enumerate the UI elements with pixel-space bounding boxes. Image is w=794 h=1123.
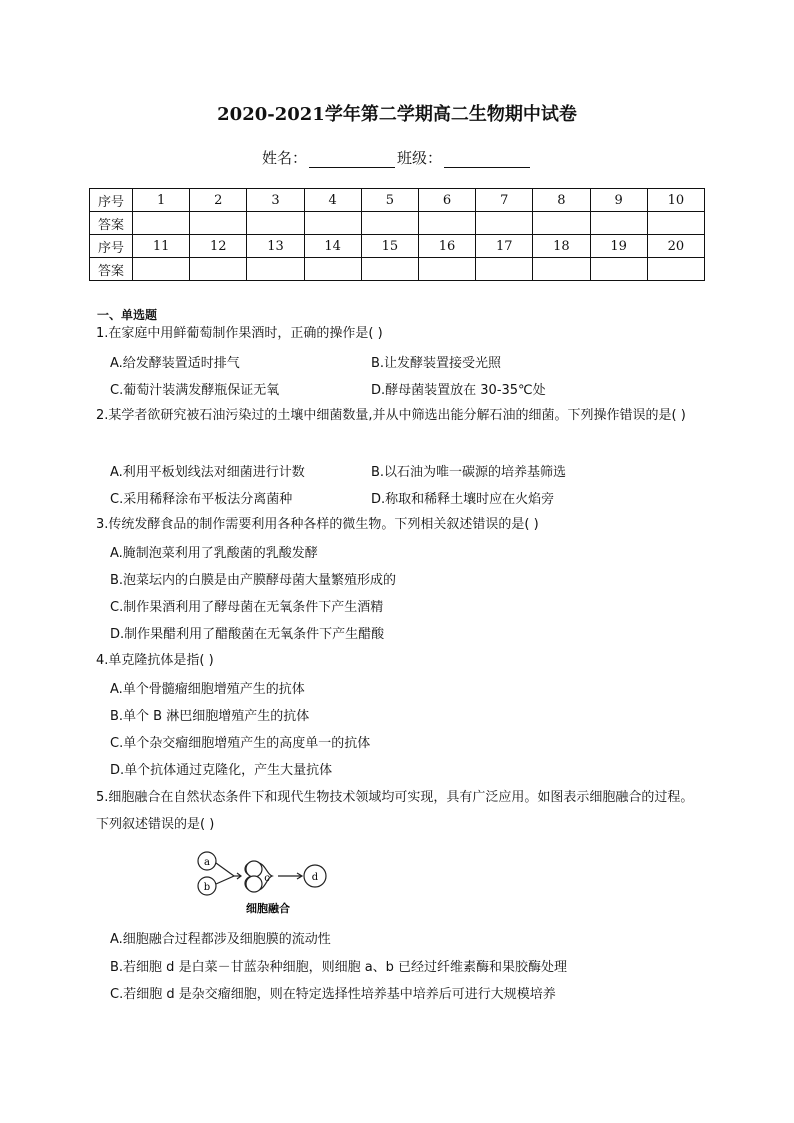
question-2-text: 2.某学者欲研究被石油污染过的土壤中细菌数量,并从中筛选出能分解石油的细菌。下列操作错误的是( ) bbox=[96, 408, 686, 423]
section-heading: 一、单选题 bbox=[97, 308, 158, 322]
answer-cell[interactable] bbox=[133, 212, 190, 235]
answer-cell[interactable] bbox=[190, 258, 247, 281]
answer-cell[interactable] bbox=[533, 258, 590, 281]
question-2-option-b[interactable]: B.以石油为唯一碳源的培养基筛选 bbox=[371, 465, 567, 480]
question-4-option-d[interactable]: D.单个抗体通过克隆化，产生大量抗体 bbox=[110, 763, 333, 778]
name-label: 姓名： bbox=[262, 149, 308, 167]
cell-a-label: a bbox=[204, 857, 210, 868]
cell-b bbox=[198, 877, 216, 895]
question-3-option-d[interactable]: D.制作果醋利用了醋酸菌在无氧条件下产生醋酸 bbox=[110, 627, 385, 642]
question-5-text: 5.细胞融合在自然状态条件下和现代生物技术领域均可实现，具有广泛应用。如图表示细胞融合的过程。下列叙述错误的是( ) bbox=[96, 790, 694, 832]
question-1-option-a[interactable]: A.给发酵装置适时排气 bbox=[110, 356, 240, 371]
question-number-cell: 9 bbox=[590, 189, 647, 212]
question-3-text: 3.传统发酵食品的制作需要利用各种各样的微生物。下列相关叙述错误的是( ) bbox=[96, 517, 539, 532]
answer-cell[interactable] bbox=[533, 212, 590, 235]
question-5-option-b[interactable]: B.若细胞 d 是白菜－甘蓝杂种细胞，则细胞 a、b 已经过纤维素酶和果胶酶处理 bbox=[110, 960, 568, 975]
cell-d bbox=[304, 865, 326, 887]
question-2-option-c[interactable]: C.采用稀释涂布平板法分离菌种 bbox=[110, 492, 293, 507]
question-number-cell: 12 bbox=[190, 235, 247, 258]
question-number-cell: 19 bbox=[590, 235, 647, 258]
answer-cell[interactable] bbox=[418, 258, 475, 281]
question-number-cell: 5 bbox=[361, 189, 418, 212]
answer-cell[interactable] bbox=[304, 212, 361, 235]
cell-b-label: b bbox=[203, 882, 211, 893]
answer-cell[interactable] bbox=[190, 212, 247, 235]
question-5-option-a[interactable]: A.细胞融合过程都涉及细胞膜的流动性 bbox=[110, 932, 331, 947]
row-label-answer: 答案 bbox=[90, 258, 133, 281]
answer-cell[interactable] bbox=[304, 258, 361, 281]
table-row-answers-1 bbox=[90, 212, 705, 235]
question-number-cell: 4 bbox=[304, 189, 361, 212]
question-number-cell: 20 bbox=[647, 235, 704, 258]
name-field[interactable] bbox=[309, 153, 395, 168]
answer-cell[interactable] bbox=[476, 212, 533, 235]
question-number-cell: 2 bbox=[190, 189, 247, 212]
question-1-text: 1.在家庭中用鲜葡萄制作果酒时，正确的操作是( ) bbox=[96, 326, 383, 341]
question-3-option-b[interactable]: B.泡菜坛内的白膜是由产膜酵母菌大量繁殖形成的 bbox=[110, 573, 397, 588]
question-4-option-c[interactable]: C.单个杂交瘤细胞增殖产生的高度单一的抗体 bbox=[110, 736, 371, 751]
answer-cell[interactable] bbox=[647, 212, 704, 235]
question-number-cell: 13 bbox=[247, 235, 304, 258]
class-field[interactable] bbox=[444, 153, 530, 168]
cell-d-label: d bbox=[311, 872, 319, 883]
answer-cell[interactable] bbox=[476, 258, 533, 281]
table-row-numbers-1 bbox=[90, 189, 705, 212]
answer-cell[interactable] bbox=[418, 212, 475, 235]
answer-cell[interactable] bbox=[590, 258, 647, 281]
question-number-cell: 3 bbox=[247, 189, 304, 212]
question-2-option-a[interactable]: A.利用平板划线法对细菌进行计数 bbox=[110, 465, 305, 480]
answer-table bbox=[89, 188, 705, 281]
row-label-answer: 答案 bbox=[90, 212, 133, 235]
diagram-caption: 细胞融合 bbox=[246, 902, 290, 915]
question-5-option-c[interactable]: C.若细胞 d 是杂交瘤细胞，则在特定选择性培养基中培养后可进行大规模培养 bbox=[110, 987, 556, 1002]
question-number-cell: 1 bbox=[133, 189, 190, 212]
question-3-option-c[interactable]: C.制作果酒利用了酵母菌在无氧条件下产生酒精 bbox=[110, 600, 384, 615]
answer-cell[interactable] bbox=[590, 212, 647, 235]
question-4-text: 4.单克隆抗体是指( ) bbox=[96, 653, 214, 668]
question-1-option-c[interactable]: C.葡萄汁装满发酵瓶保证无氧 bbox=[110, 383, 280, 398]
cell-a bbox=[198, 852, 216, 870]
question-number-cell: 8 bbox=[533, 189, 590, 212]
table-row-numbers-2 bbox=[90, 235, 705, 258]
row-label-number: 序号 bbox=[90, 189, 133, 212]
question-number-cell: 15 bbox=[361, 235, 418, 258]
question-number-cell: 14 bbox=[304, 235, 361, 258]
cell-c bbox=[245, 861, 272, 892]
question-number-cell: 6 bbox=[418, 189, 475, 212]
answer-cell[interactable] bbox=[133, 258, 190, 281]
question-3-option-a[interactable]: A.腌制泡菜利用了乳酸菌的乳酸发酵 bbox=[110, 546, 318, 561]
question-4-option-a[interactable]: A.单个骨髓瘤细胞增殖产生的抗体 bbox=[110, 682, 305, 697]
answer-cell[interactable] bbox=[247, 258, 304, 281]
question-number-cell: 11 bbox=[133, 235, 190, 258]
answer-cell[interactable] bbox=[247, 212, 304, 235]
question-2-option-d[interactable]: D.称取和稀释土壤时应在火焰旁 bbox=[371, 492, 555, 507]
question-number-cell: 16 bbox=[418, 235, 475, 258]
cell-c-label: c bbox=[264, 873, 270, 884]
question-1-option-d[interactable]: D.酵母菌装置放在 30-35℃处 bbox=[371, 383, 546, 398]
question-number-cell: 10 bbox=[647, 189, 704, 212]
question-4-option-b[interactable]: B.单个 B 淋巴细胞增殖产生的抗体 bbox=[110, 709, 310, 724]
question-number-cell: 18 bbox=[533, 235, 590, 258]
answer-cell[interactable] bbox=[361, 212, 418, 235]
row-label-number: 序号 bbox=[90, 235, 133, 258]
cell-fusion-diagram bbox=[196, 846, 336, 918]
question-number-cell: 7 bbox=[476, 189, 533, 212]
class-label: 班级： bbox=[397, 149, 443, 167]
answer-cell[interactable] bbox=[361, 258, 418, 281]
student-info-line bbox=[262, 147, 532, 168]
question-1-option-b[interactable]: B.让发酵装置接受光照 bbox=[371, 356, 502, 371]
page-title: 2020-2021学年第二学期高二生物期中试卷 bbox=[217, 104, 577, 125]
question-number-cell: 17 bbox=[476, 235, 533, 258]
fusion-arrows bbox=[216, 863, 234, 884]
table-row-answers-2 bbox=[90, 258, 705, 281]
answer-cell[interactable] bbox=[647, 258, 704, 281]
